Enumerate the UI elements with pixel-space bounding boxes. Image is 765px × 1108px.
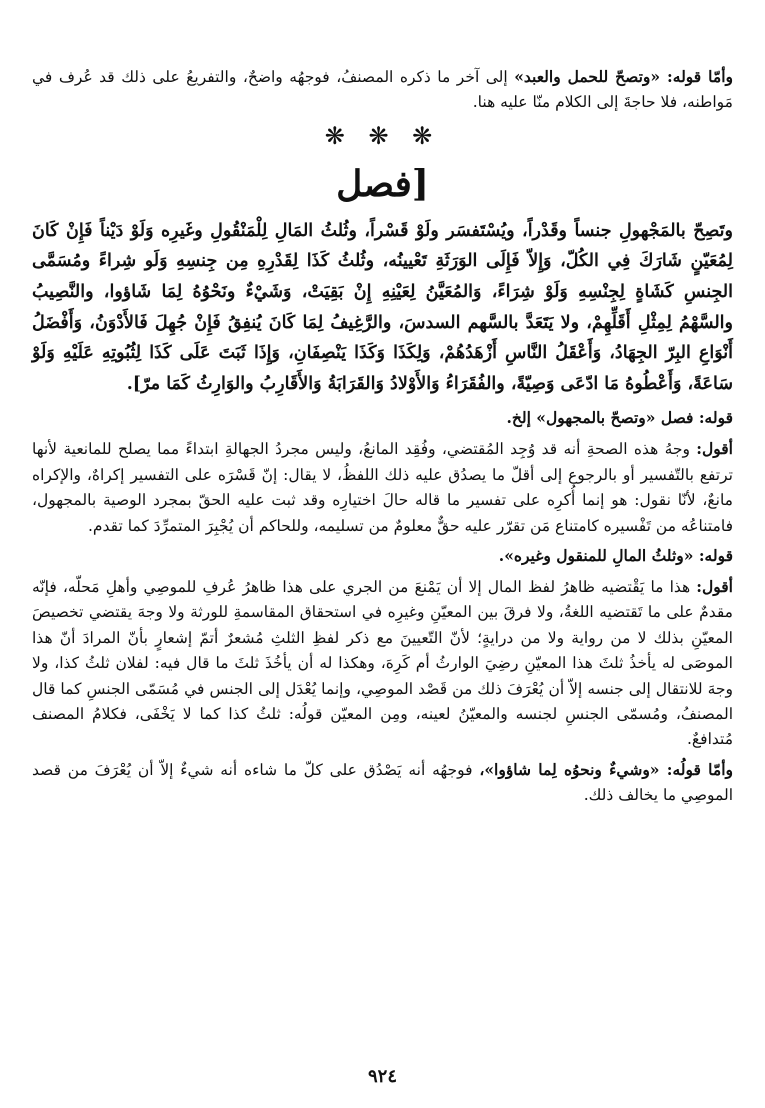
commentary-paragraph-2 [32, 574, 733, 753]
commentary-text-3: فوجهُه أنه يَصْدُق على كلّ ما شاءه أنه شيءٌ إلاّ أن يُعْرَفَ من قصد الموصِي ما يخالف ذلك. [32, 760, 733, 805]
qawl-line-1: قوله: فصل «وتصحّ بالمجهول» إلخ. [506, 408, 733, 428]
section-heading: [فصل [336, 162, 429, 205]
commentary-paragraph-3 [32, 757, 733, 809]
commentary-text-2: هذا ما يَقْتضيه ظاهرُ لفظ المال إلا أن يَمْنعَ من الجري على هذا ظاهرُ عُرفِ للموصِي وأهلِ مَحلّه، فإنّه مقدمٌ على ما تَقتضيه اللغةُ، ولا فرقَ بين المعيّنِ وغيرِه في استحقاق المقاسمةِ للورثة ولا وجهَ يقتضي تخصيصَ المعيّنِ بذلك لا من رواية ولا من درايةٍ؛ لأنّ التّعيينَ مع ذكر لفظِ الثلثِ مُشعرٌ أتمّ إشعارٍ بأنّ المرادَ أنّ هذا الموصَى له يأخذُ ثلثَ هذا المعيّنِ رضِيَ الوارثُ أم كَرِهَ، وهكذا له أن يأخُذَ ثلثَ ما قال فيه: لفلان ثلثُ كذا، ولا وجهَ للانتقال إلى جنسه إلاّ أن يُعْرَفَ ذلك من قَصْد الموصِي، وإنما يُعْدَل إلى الجنس في مُسَمّى الجنسِ كما قال المصنفُ، ومُسمّى الجنسِ لجنسه والمعيّنُ لعينه، ومِن المعيّن قولُه: ثلثُ كذا كما لا يَخْفَى، فكلامُ المصنف مُتدافعٌ. [32, 578, 733, 749]
matn-text: وتَصِحّ بالمَجْهولِ جنساً وقَدْراً، ويُسْتَفسَر ولَوْ قَسْراً، وثُلثُ المَالِ لِلْمَنْقُولِ وغَيرِه وَلَوْ دَيْناً فَإِنْ كَانَ لِمُعَيّنٍ شَارَكَ فِي الكُلّ، وَإِلاّ فَإِلَى الوَرَثَةِ تَعْيينُه، وثُلثُ كَذَا لِقَدْرِهِ مِن جِنسِهِ وَلَو شِراءً ومُسَمَّى الجِنسِ كَشَاةٍ لِجِنْسِهِ وَلَوْ شِرَاءً، وَالمُعَيَّنُ لِعَيْنِهِ إِنْ بَقِيَتْ، وَشَيْءٌ ونَحْوُهُ لِمَا شَاؤوا، والنَّصِيبُ والسَّهْمُ لِمِثْلِ أَقَلِّهِمْ، ولا يَتَعَدَّ بالسَّهم السدسَ، والرَّغِيفُ لِمَا كَانَ يُنفِقُ فَإِنْ جُهِلَ فَالأَدْوَنُ، وَأَفْضَلُ أَنْوَاعِ البِرّ الجِهَادُ، وَأَعْقَلُ النَّاسِ أَزْهَدُهُمْ، وَلِكَذَا وَكَذَا يَنْصِفَانِ، وَإِذَا ثَبَتَ عَلَى كَذَا لِثُبُوتِهِ عَلَيْهِ وَلَوْ سَاعَةً، وَأَعْطُوهُ مَا ادّعَى وَصِيّةً، والفُقَرَاءُ وَالأَوْلادُ وَالقَرَابَةُ وَالأَقَارِبُ والوَارِثُ كَمَا مرّ]. [32, 220, 733, 394]
intro-paragraph [32, 64, 733, 116]
commentary-paragraph-1 [32, 436, 733, 539]
intro-lead: وأمّا قوله: «وتصحّ للحمل والعبد» [514, 67, 733, 86]
section-separator-stars: ❋ ❋ ❋ [324, 121, 441, 150]
commentary-lead-1: أقول: [696, 439, 733, 459]
commentary-lead-3: وأمّا قولُه: «وشيءٌ ونحوُه لِما شاؤوا»، [479, 759, 733, 779]
qawl-line-2: قوله: «وثلثُ المالِ للمنقول وغيره». [498, 546, 733, 565]
page-number: ٩٢٤ [367, 1066, 397, 1087]
page-content [32, 64, 733, 809]
section-heading-wrap [32, 158, 733, 210]
intro-text: إلى آخر ما ذكره المصنفُ، فوجهُه واضحٌ، والتفريعُ على ذلك قد عُرف في مَواطنه، فلا حاجةَ إلى الكلام منّا عليه هنا. [32, 68, 733, 112]
commentary-lead-2: أقول: [696, 577, 733, 596]
commentary-text-1: وجهُ هذه الصحةِ أنه قد وُجِد المُقتضي، وفُقِد المانعُ، وليس مجردُ الجهالةِ ابتداءً مما يصلح للمانعية لأنها ترتفع بالتّفسير أو بالرجوع إلى أقلّ ما يصدُق عليه ذلك اللفظُ، لا يقال: إنّ قَسْرَه على التفسير إكراهٌ، والإكراه مانعٌ، لأنّا نقول: هو إنما أُكرِه على تفسير ما قاله حالَ اختيارِه وقد ثبت عليه الحقّ بمجرد الوصية بالمجهول، فامتناعُه من تَفْسيره كامتناع مَن تقرّر عليه حقٌّ معلومٌ من تسليمه، وللحاكم أن يُجْبِرَ المتمرِّدَ كما تقدم. [32, 440, 733, 535]
